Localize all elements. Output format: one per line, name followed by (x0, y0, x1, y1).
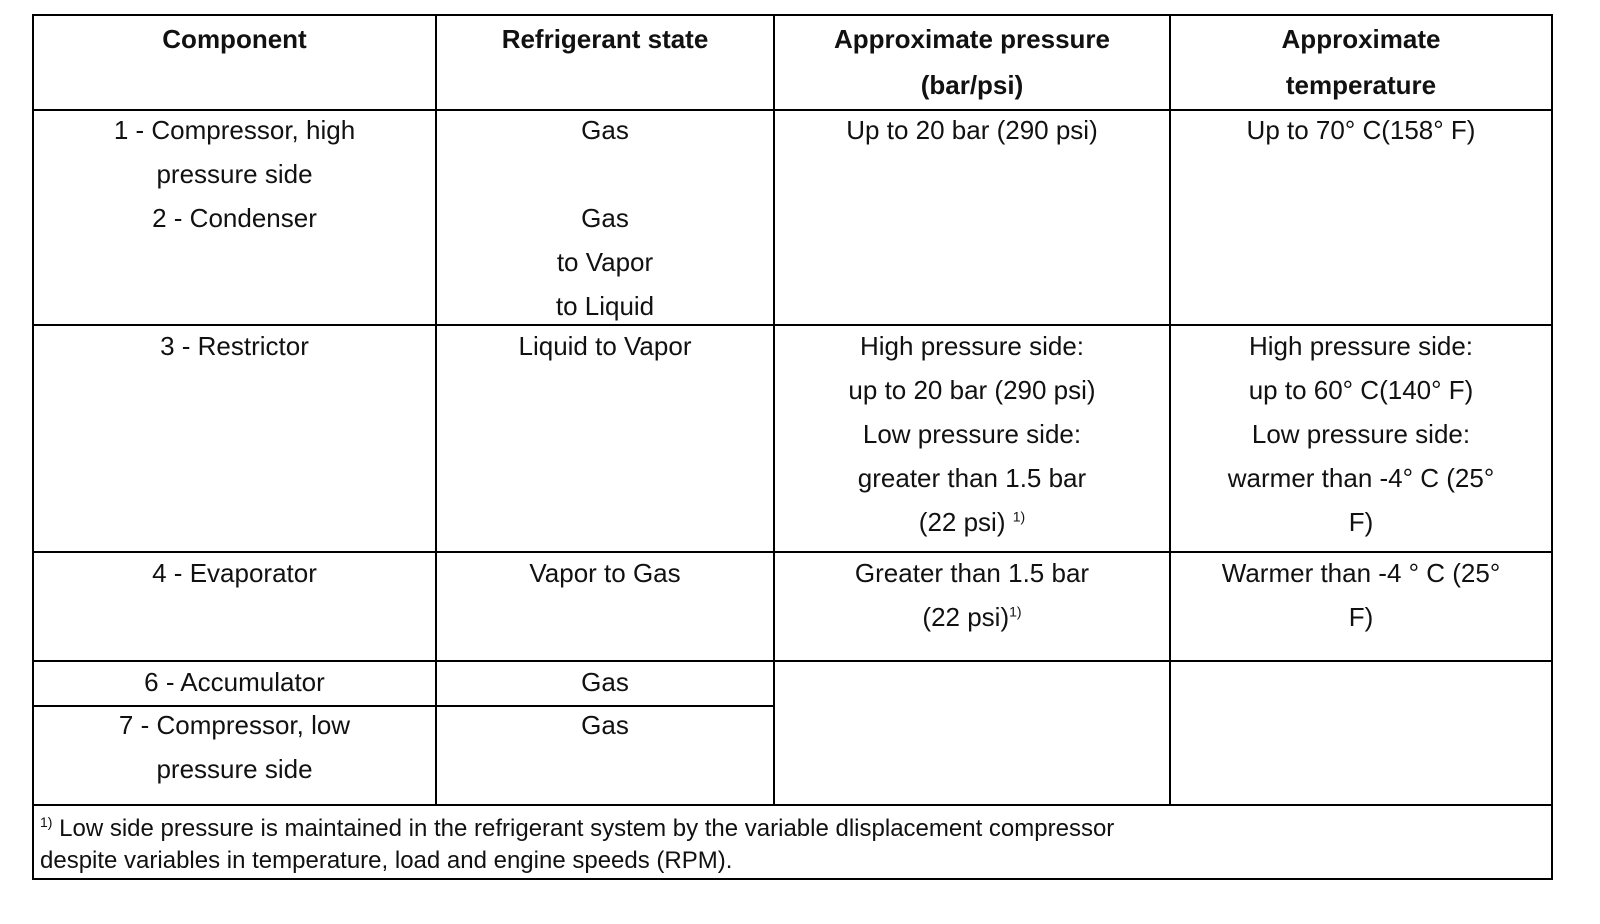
cell-text: Vapor to Gas (529, 558, 681, 588)
cell-text: F) (1348, 507, 1374, 537)
footnote-marker: 1) (1012, 508, 1026, 525)
header-temperature-label: Approximate (1281, 24, 1441, 54)
cell-text: Warmer than -4 ° C (25° (1221, 558, 1501, 588)
cell-text: Greater than 1.5 bar (854, 558, 1090, 588)
footnote-marker: 1) (40, 814, 53, 830)
cell-text: up to 60° C(140° F) (1248, 375, 1474, 405)
cell-text-with-footnote (922, 595, 1021, 639)
header-pressure-label: Approximate pressure (834, 24, 1110, 54)
footnote (40, 813, 1530, 877)
cell-text: Gas (581, 115, 629, 145)
row-divider (34, 804, 1551, 806)
cell-text: Up to 70° C(158° F) (1246, 115, 1476, 145)
footnote-text: despite variables in temperature, load and engine speeds (RPM). (40, 847, 733, 874)
cell-text: Liquid to Vapor (518, 331, 692, 361)
cell-text: to Vapor (556, 247, 654, 277)
footnote-text: Low side pressure is maintained in the refrigerant system by the variable dlisplacement compressor (52, 815, 1115, 842)
cell-text: Gas (581, 203, 629, 233)
row3-component (34, 551, 435, 595)
footnote-line (40, 813, 1530, 845)
header-temperature-label-2: temperature (1285, 70, 1437, 100)
cell-text: 4 - Evaporator (152, 558, 317, 588)
header-state (437, 16, 773, 62)
row3-temperature (1171, 551, 1551, 639)
footnote-line (40, 845, 1530, 877)
cell-text: Low pressure side: (862, 419, 1082, 449)
cell-text: warmer than -4° C (25° (1227, 463, 1495, 493)
row2-component (34, 324, 435, 368)
cell-text: High pressure side: (860, 331, 1084, 361)
cell-text: (22 psi) (922, 602, 1010, 632)
row1-pressure (775, 108, 1169, 152)
row1-component (34, 108, 435, 240)
cell-text: to Liquid (555, 291, 655, 321)
header-state-label: Refrigerant state (501, 24, 709, 54)
row1-temperature (1171, 108, 1551, 152)
row5-component (34, 703, 435, 791)
row1-state (437, 108, 773, 240)
footnote-marker: 1) (1009, 603, 1022, 620)
row4-component (34, 660, 435, 704)
cell-text: F) (1348, 602, 1374, 632)
cell-text: pressure side (156, 754, 313, 784)
cell-text: pressure side (156, 159, 313, 189)
header-pressure-unit: (bar/psi) (920, 70, 1024, 100)
row2-pressure (775, 324, 1169, 544)
cell-text: 6 - Accumulator (144, 667, 325, 697)
header-temperature (1171, 16, 1551, 108)
row3-pressure (775, 551, 1169, 639)
row4-state (437, 660, 773, 704)
cell-text: 7 - Compressor, low (118, 710, 351, 740)
cell-text: (22 psi) (918, 507, 1006, 537)
cell-text: Up to 20 bar (290 psi) (846, 115, 1098, 145)
row5-state (437, 703, 773, 747)
row2-temperature (1171, 324, 1551, 544)
cell-text: 3 - Restrictor (160, 331, 309, 361)
cell-text: up to 20 bar (290 psi) (848, 375, 1096, 405)
refrigerant-table (32, 14, 1553, 880)
cell-text: 1 - Compressor, high (113, 115, 356, 145)
cell-text: greater than 1.5 bar (857, 463, 1087, 493)
header-pressure (775, 16, 1169, 108)
cell-text: Low pressure side: (1251, 419, 1471, 449)
row3-state (437, 551, 773, 595)
header-component (34, 16, 435, 62)
row2-state (437, 324, 773, 368)
row1-state-cont (437, 240, 773, 328)
cell-text-with-footnote (919, 500, 1025, 544)
cell-text: Gas (581, 667, 629, 697)
header-component-label: Component (162, 24, 307, 54)
cell-text: High pressure side: (1249, 331, 1473, 361)
cell-text: 2 - Condenser (152, 203, 317, 233)
cell-text: Gas (581, 710, 629, 740)
